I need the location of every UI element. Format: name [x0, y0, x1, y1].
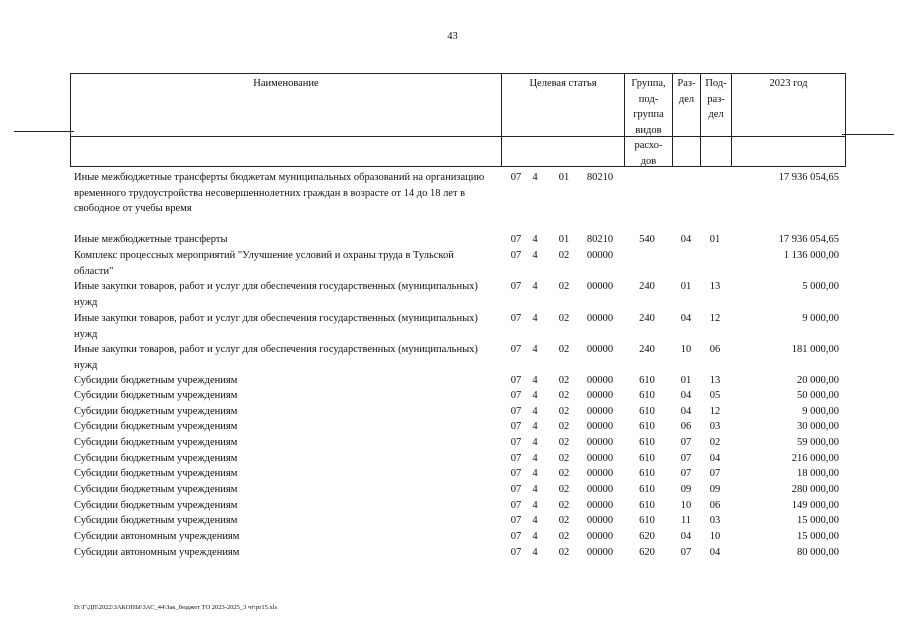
row-amount: 50 000,00 [797, 390, 839, 401]
row-code-c1: 07 [510, 375, 522, 386]
row-code-c2: 4 [532, 390, 538, 401]
row-code-c2: 4 [532, 500, 538, 511]
row-code-c1: 07 [510, 390, 522, 401]
row-amount: 18 000,00 [797, 468, 839, 479]
row-code-c7: 02 [709, 437, 721, 448]
row-code-c5: 240 [639, 281, 655, 292]
row-amount: 280 000,00 [791, 484, 839, 495]
row-amount: 20 000,00 [797, 375, 839, 386]
row-code-c3: 02 [558, 406, 570, 417]
row-code-c1: 07 [510, 515, 522, 526]
row-code-c1: 07 [510, 313, 522, 324]
row-amount: 59 000,00 [797, 437, 839, 448]
row-amount: 15 000,00 [797, 531, 839, 542]
row-code-c3: 01 [558, 234, 570, 245]
row-code-c6: 07 [680, 437, 692, 448]
row-name: Субсидии автономным учреждениям [74, 547, 240, 558]
row-name: Субсидии бюджетным учреждениям [74, 437, 238, 448]
row-code-c1: 07 [510, 484, 522, 495]
row-code-c1: 07 [510, 172, 522, 183]
row-code-c4: 00000 [586, 390, 614, 401]
row-code-c2: 4 [532, 437, 538, 448]
row-code-c5: 610 [639, 421, 655, 432]
row-code-c7: 13 [709, 281, 721, 292]
row-code-c5: 610 [639, 375, 655, 386]
row-code-c5: 610 [639, 468, 655, 479]
header-name: Наименование [253, 78, 319, 89]
row-code-c4: 00000 [586, 484, 614, 495]
row-amount: 30 000,00 [797, 421, 839, 432]
row-name: Субсидии бюджетным учреждениям [74, 375, 238, 386]
row-code-c6: 04 [680, 406, 692, 417]
row-code-c4: 00000 [586, 515, 614, 526]
row-code-c1: 07 [510, 468, 522, 479]
row-code-c1: 07 [510, 344, 522, 355]
row-code-c4: 00000 [586, 375, 614, 386]
row-amount: 181 000,00 [791, 344, 839, 355]
row-name: Субсидии бюджетным учреждениям [74, 515, 238, 526]
row-amount: 5 000,00 [802, 281, 839, 292]
row-code-c1: 07 [510, 421, 522, 432]
row-code-c3: 02 [558, 375, 570, 386]
row-code-c6: 01 [680, 375, 692, 386]
row-amount: 9 000,00 [802, 313, 839, 324]
row-code-c7: 06 [709, 500, 721, 511]
row-name: Субсидии автономным учреждениям [74, 531, 240, 542]
row-amount: 15 000,00 [797, 515, 839, 526]
row-code-c4: 00000 [586, 437, 614, 448]
row-code-c1: 07 [510, 531, 522, 542]
row-code-c5: 540 [639, 234, 655, 245]
row-code-c3: 02 [558, 500, 570, 511]
row-code-c4: 00000 [586, 547, 614, 558]
row-name: Комплекс процессных мероприятий "Улучшение условий и охраны труда в Тульской области" [74, 250, 454, 277]
row-code-c3: 02 [558, 531, 570, 542]
row-code-c7: 03 [709, 421, 721, 432]
row-code-c7: 07 [709, 468, 721, 479]
row-code-c6: 09 [680, 484, 692, 495]
row-name: Иные межбюджетные трансферты [74, 234, 228, 245]
header-target: Целевая статья [529, 78, 597, 89]
row-code-c3: 02 [558, 468, 570, 479]
row-name: Иные закупки товаров, работ и услуг для обеспечения государственных (муниципальных) нужд [74, 344, 478, 371]
row-code-c2: 4 [532, 406, 538, 417]
row-code-c2: 4 [532, 375, 538, 386]
row-code-c3: 02 [558, 390, 570, 401]
row-code-c1: 07 [510, 437, 522, 448]
row-code-c3: 02 [558, 281, 570, 292]
row-code-c7: 09 [709, 484, 721, 495]
row-code-c1: 07 [510, 406, 522, 417]
row-code-c6: 07 [680, 547, 692, 558]
row-code-c5: 620 [639, 531, 655, 542]
row-amount: 9 000,00 [802, 406, 839, 417]
row-code-c4: 00000 [586, 453, 614, 464]
row-code-c2: 4 [532, 313, 538, 324]
row-code-c7: 06 [709, 344, 721, 355]
row-code-c7: 03 [709, 515, 721, 526]
row-code-c6: 04 [680, 313, 692, 324]
row-code-c7: 12 [709, 313, 721, 324]
row-code-c3: 02 [558, 547, 570, 558]
row-code-c2: 4 [532, 421, 538, 432]
row-code-c4: 00000 [586, 281, 614, 292]
row-code-c5: 610 [639, 437, 655, 448]
row-code-c4: 00000 [586, 313, 614, 324]
header-group: Группа, под- группа видов расхо- дов [631, 78, 666, 167]
row-code-c6: 07 [680, 468, 692, 479]
row-code-c5: 610 [639, 484, 655, 495]
row-code-c7: 10 [709, 531, 721, 542]
row-code-c4: 00000 [586, 468, 614, 479]
row-code-c6: 04 [680, 234, 692, 245]
row-code-c4: 80210 [586, 172, 614, 183]
row-code-c2: 4 [532, 531, 538, 542]
row-name: Субсидии бюджетным учреждениям [74, 500, 238, 511]
row-code-c1: 07 [510, 234, 522, 245]
row-code-c2: 4 [532, 281, 538, 292]
row-code-c5: 610 [639, 453, 655, 464]
row-code-c3: 02 [558, 484, 570, 495]
row-code-c6: 01 [680, 281, 692, 292]
row-name: Иные закупки товаров, работ и услуг для обеспечения государственных (муниципальных) нужд [74, 313, 478, 340]
row-code-c2: 4 [532, 484, 538, 495]
row-code-c5: 610 [639, 390, 655, 401]
row-name: Субсидии бюджетным учреждениям [74, 406, 238, 417]
row-code-c5: 620 [639, 547, 655, 558]
row-code-c2: 4 [532, 344, 538, 355]
row-amount: 17 936 054,65 [778, 172, 839, 183]
row-code-c7: 13 [709, 375, 721, 386]
row-code-c1: 07 [510, 547, 522, 558]
row-code-c6: 04 [680, 531, 692, 542]
header-section: Раз- дел [677, 78, 696, 105]
row-code-c3: 02 [558, 515, 570, 526]
row-code-c4: 00000 [586, 406, 614, 417]
row-code-c4: 00000 [586, 421, 614, 432]
row-code-c4: 00000 [586, 250, 614, 261]
separator-right [842, 134, 894, 135]
row-name: Субсидии бюджетным учреждениям [74, 453, 238, 464]
row-code-c1: 07 [510, 281, 522, 292]
row-code-c7: 04 [709, 453, 721, 464]
row-code-c3: 02 [558, 313, 570, 324]
row-name: Субсидии бюджетным учреждениям [74, 484, 238, 495]
row-code-c1: 07 [510, 500, 522, 511]
header-year: 2023 год [769, 78, 808, 89]
row-code-c6: 07 [680, 453, 692, 464]
row-code-c7: 01 [709, 234, 721, 245]
row-amount: 1 136 000,00 [783, 250, 839, 261]
row-code-c6: 10 [680, 500, 692, 511]
row-code-c5: 240 [639, 313, 655, 324]
row-code-c4: 80210 [586, 234, 614, 245]
table-header [70, 73, 846, 167]
row-code-c2: 4 [532, 468, 538, 479]
row-name: Субсидии бюджетным учреждениям [74, 390, 238, 401]
row-code-c3: 02 [558, 453, 570, 464]
row-code-c5: 610 [639, 406, 655, 417]
row-amount: 80 000,00 [797, 547, 839, 558]
row-code-c3: 02 [558, 437, 570, 448]
row-code-c3: 02 [558, 344, 570, 355]
row-amount: 216 000,00 [791, 453, 839, 464]
row-code-c2: 4 [532, 515, 538, 526]
row-code-c6: 06 [680, 421, 692, 432]
row-code-c5: 610 [639, 515, 655, 526]
row-code-c6: 10 [680, 344, 692, 355]
row-code-c4: 00000 [586, 531, 614, 542]
row-code-c6: 11 [680, 515, 692, 526]
row-code-c3: 01 [558, 172, 570, 183]
row-name: Субсидии бюджетным учреждениям [74, 468, 238, 479]
file-path: D:\Г\ДП\2022\ЗАКОНЫ\ЗАС_44\Зак_бюджет ТО 2023-2025_3 чт\pr15.xls [74, 604, 278, 611]
row-code-c2: 4 [532, 453, 538, 464]
header-subsection: Под- раз- дел [705, 78, 727, 120]
row-code-c7: 12 [709, 406, 721, 417]
row-code-c1: 07 [510, 453, 522, 464]
row-code-c6: 04 [680, 390, 692, 401]
row-name: Иные закупки товаров, работ и услуг для обеспечения государственных (муниципальных) нужд [74, 281, 478, 308]
row-code-c2: 4 [532, 234, 538, 245]
row-code-c4: 00000 [586, 344, 614, 355]
row-name: Субсидии бюджетным учреждениям [74, 421, 238, 432]
separator-left [14, 131, 74, 132]
row-amount: 17 936 054,65 [778, 234, 839, 245]
row-code-c2: 4 [532, 172, 538, 183]
row-code-c5: 240 [639, 344, 655, 355]
row-code-c5: 610 [639, 500, 655, 511]
row-code-c7: 05 [709, 390, 721, 401]
row-code-c4: 00000 [586, 500, 614, 511]
row-name: Иные межбюджетные трансферты бюджетам муниципальных образований на организацию временного трудоустройства несовершеннолетних граждан в возрасте от 14 до 18 лет в свободное от учебы время [74, 172, 485, 214]
row-amount: 149 000,00 [791, 500, 839, 511]
row-code-c7: 04 [709, 547, 721, 558]
row-code-c3: 02 [558, 421, 570, 432]
page-number: 43 [447, 31, 458, 42]
row-code-c3: 02 [558, 250, 570, 261]
row-code-c2: 4 [532, 547, 538, 558]
row-code-c1: 07 [510, 250, 522, 261]
row-code-c2: 4 [532, 250, 538, 261]
